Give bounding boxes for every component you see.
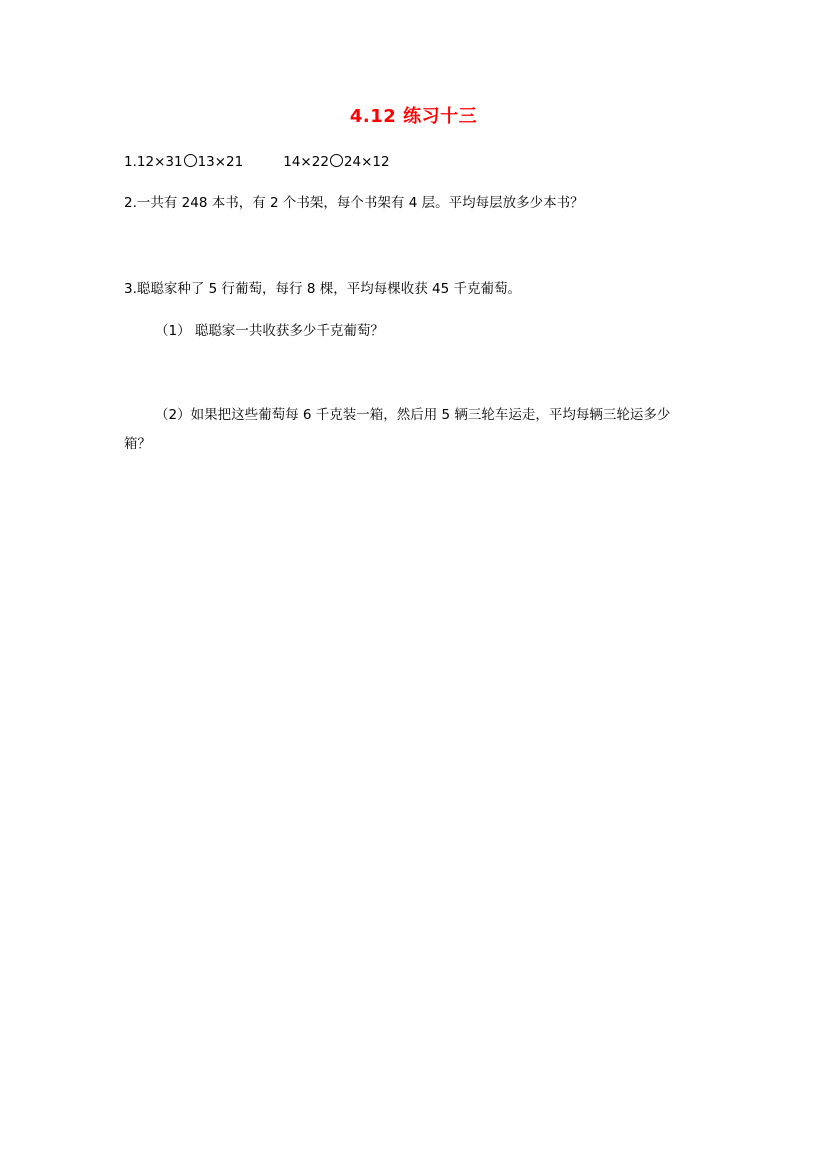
question-1-expr-a-right: 13×21	[197, 154, 244, 170]
question-1-expr-b-left: 14×22	[283, 154, 329, 170]
question-3-sub-1: （1） 聪聪家一共收获多少千克葡萄？	[155, 323, 384, 339]
question-1-expr-b-right: 24×12	[343, 154, 390, 170]
question-3: 3.聪聪家种了 5 行葡萄，每行 8 棵，平均每棵收获 45 千克葡萄。	[124, 281, 521, 297]
question-1-number: 1.	[124, 154, 137, 170]
question-2: 2.一共有 248 本书，有 2 个书架，每个书架有 4 层。平均每层放多少本书？	[124, 195, 584, 211]
question-3-sub-2-line-2: 箱？	[124, 436, 151, 452]
compare-circle-icon	[184, 154, 197, 167]
page-title: 4.12 练习十三	[349, 106, 478, 127]
question-1	[124, 152, 390, 172]
question-3-sub-2-line-1: （2）如果把这些葡萄每 6 千克装一箱，然后用 5 辆三轮车运走，平均每辆三轮运多少	[155, 407, 671, 423]
compare-circle-icon	[330, 154, 343, 167]
question-1-expr-a-left: 12×31	[136, 154, 183, 170]
